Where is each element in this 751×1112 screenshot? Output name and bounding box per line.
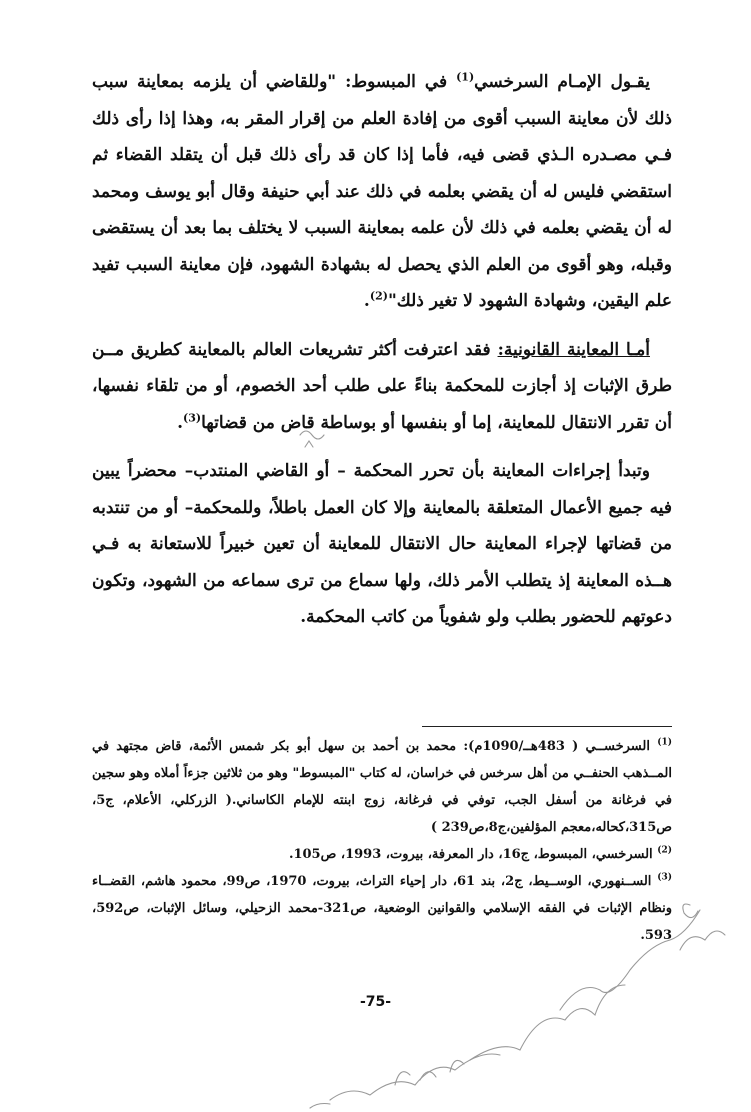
footnote-ref-1: (1) <box>456 70 475 84</box>
footnote-number: (1) <box>657 737 672 748</box>
paragraph-procedures <box>92 453 672 636</box>
body-text <box>92 64 672 636</box>
footnote-number: (2) <box>657 845 672 856</box>
quote-lead: يقـول الإمـام السرخسي <box>474 72 650 92</box>
footnote-1 <box>92 733 672 841</box>
footnote-ref-2: (2) <box>369 289 388 303</box>
paragraph-tail: . <box>177 412 183 433</box>
footnote-number: (3) <box>657 872 672 883</box>
quote-body: في المبسوط: "وللقاضي أن يلزمه بمعاينة سبب ذلك لأن معاينة السبب أقوى من إفادة العلم من إقرار المقر به، وهذا إذا رأى ذلك فـي مصـدره الـذي قضى فيه، فأما إذا كان قد رأى ذلك قبل أن يتقلد القضاء ثم استقضي فليس له أن يقضي بعلمه في ذلك عند أبي حنيفة وقال أبو يوسف ومحمد له أن يقضي بعلمه في ذلك لأن علمه بمعاينة السبب لا يختلف بما بعد أن يستقضى وقبله، وهو أقوى من العلم الذي يحصل له بشهادة الشهود، فإن معاينة السبب تفيد علم اليقين، وشهادة الشهود لا تغير ذلك" <box>92 72 672 311</box>
footnote-text: الســنهوري، الوســيط، ج2، بند 61، دار إحياء التراث، بيروت، 1970، ص99، محمود هاشم، القضــاء ونظام الإثبات في الفقه الإسلامي والقوانين الوضعية، ص321-محمد الزحيلي، وسائل الإثبات، ص592، 593. <box>92 874 672 943</box>
footnote-ref-3: (3) <box>182 410 202 424</box>
footnotes <box>92 733 672 949</box>
paragraph-legal-inspection <box>92 332 672 442</box>
footnote-3 <box>92 868 672 949</box>
paragraph-text: وتبدأ إجراءات المعاينة بأن تحرر المحكمة – أو القاضي المنتدب– محضراً يبين فيه جميع الأعمال المتعلقة بالمعاينة وإلا كان العمل باطلاً، وللمحكمة– أو من تنتدبه من قضاتها لإجراء المعاينة حال الانتقال للمعاينة أن تعين خبيراً للاستعانة به فـي هــذه المعاينة إذ يتطلب الأمر ذلك، ولها سماع من ترى سماعه من الشهود، وتكون دعوتهم للحضور بطلب ولو شفوياً من كاتب المحكمة. <box>92 461 672 627</box>
section-term: أمـا المعاينة القانونية: <box>497 339 650 360</box>
footnote-text: السرخسي، المبسوط، ج16، دار المعرفة، بيروت، 1993، ص105. <box>288 847 653 862</box>
footnote-text: السرخســي ( 483هــ/1090م): محمد بن أحمد بن سهل أبو بكر شمس الأئمة، قاض مجتهد في المــذهب الحنفــي من أهل سرخس في خراسان، له كتاب "المبسوط" وهو من ثلاثين جزءاً أملاه وهو سجين في فرغانة من أسفل الجب، توفي في فرغانة، زوج ابنته للإمام الكاساني.( الزركلي، الأعلام، ج5، ص315،كحاله،معجم المؤلفين،ج8،ص239 ) <box>92 739 672 835</box>
footnote-divider <box>422 726 672 727</box>
quote-tail: . <box>363 291 370 311</box>
paragraph-text: فقد اعترفت أكثر تشريعات العالم بالمعاينة كطريق مــن طرق الإثبات إذ أجازت للمحكمة بناءً على طلب أحد الخصوم، أو من تلقاء نفسها، أن تقرر الانتقال للمعاينة، إما أو بنفسها أو بوساطة قاض من قضاتها <box>92 339 672 433</box>
paragraph-sarakhsi-quote <box>92 64 672 320</box>
page-number: -75- <box>359 994 392 1010</box>
footnote-2 <box>92 841 672 868</box>
